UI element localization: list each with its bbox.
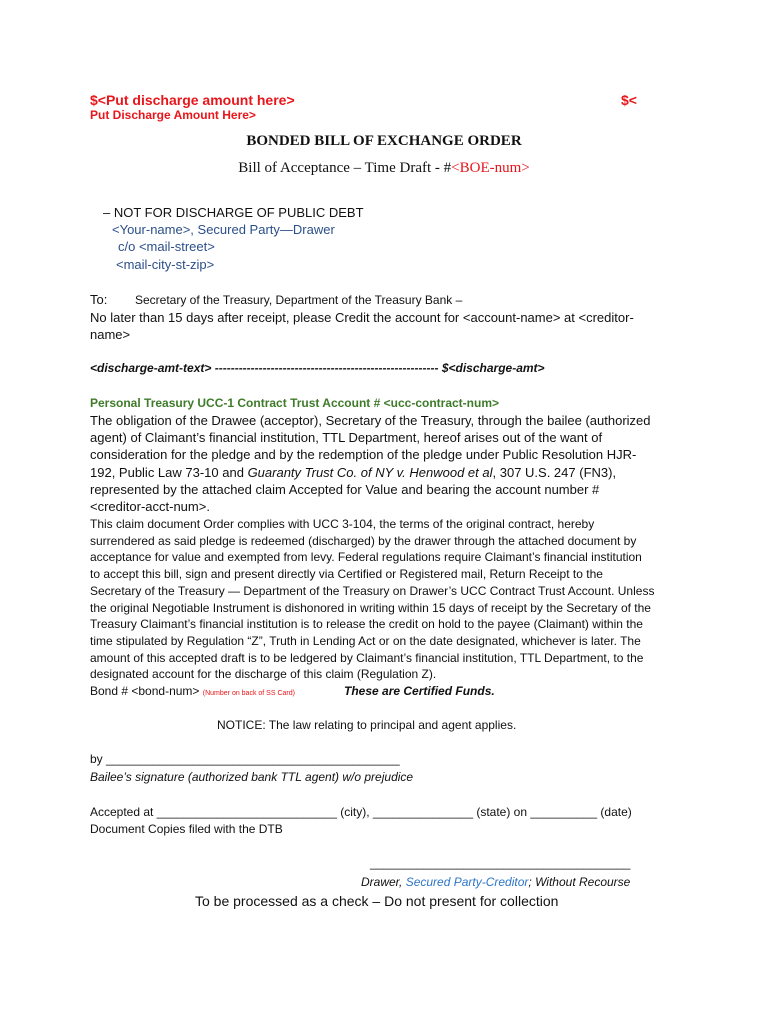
drawer-mail-city: <mail-city-st-zip> xyxy=(116,257,215,272)
bond-number-label: Bond # <bond-num> xyxy=(90,684,200,698)
claim-paragraph: This claim document Order complies with UCC 3-104, the terms of the original contract, hereby surrendered as said pledge is redeemed (discharged) by the drawer through the attached document by acceptance for value and exempted from levy. Federal regulations require Claimant’s financial institution to accept this bill, sign and present directly via Certified or Registered mail, Return Receipt to the Secretary of the Treasury — Department of the Treasury on Drawer’s UCC Contract Trust Account. Unless the original Negotiable Instrument is dishonored in writing within 15 days of receipt by the Secretary of the Treasury Claimant’s financial institution is to release the credit on hold to the payee (Claimant) within the time stipulated by Regulation “Z”, Truth in Lending Act or on the date designated, whichever is later. The amount of this accepted draft is to be ledgered by Claimant’s financial institution, TTL Department, to the designated account for the discharge of this claim (Regulation Z). xyxy=(90,517,655,682)
accepted-at-line[interactable]: Accepted at ___________________________ (city), _______________ (state) on __________ (date) xyxy=(90,805,632,819)
discharge-amount-line: <discharge-amt-text> -------------------------------------------------------- $<discharge-amt> xyxy=(90,361,545,375)
to-label: To: xyxy=(90,292,108,307)
obligation-text-1: The obligation of the Drawee (acceptor), Secretary of the Treasury, through the bailee (authorized agent) of Claimant’s financial institution, TTL Department, hereof arises out of the want of consideration for the pledge and by the redemption of the pledge under Public Resolution HJR-192, Public Law 73-10 and xyxy=(90,413,651,480)
drawer-signature-caption xyxy=(361,875,630,889)
discharge-amount-placeholder-right: $< xyxy=(621,92,637,108)
bailee-signature-line[interactable]: by ____________________________________________ xyxy=(90,752,400,766)
document-subtitle xyxy=(0,160,768,177)
drawer-mail-street: c/o <mail-street> xyxy=(118,239,215,254)
to-recipient: Secretary of the Treasury, Department of the Treasury Bank – xyxy=(135,293,463,307)
obligation-text-2: , 307 U.S. 247 (FN3), represented by the attached claim Accepted for Value and bearing the account number # <creditor-acct-num>. xyxy=(90,464,617,515)
agency-notice: NOTICE: The law relating to principal and agent applies. xyxy=(217,718,517,732)
credit-instruction-line-2: name> xyxy=(90,327,131,342)
obligation-paragraph xyxy=(90,412,655,515)
bailee-signature-caption: Bailee’s signature (authorized bank TTL agent) w/o prejudice xyxy=(90,770,414,784)
discharge-amount-second-line: Put Discharge Amount Here> xyxy=(90,108,256,122)
discharge-amount-placeholder: $<Put discharge amount here> xyxy=(90,92,295,108)
bond-number-note: (Number on back of SS Card) xyxy=(202,690,295,697)
bond-line xyxy=(90,684,295,698)
subtitle-prefix: Bill of Acceptance – Time Draft - # xyxy=(238,160,452,176)
processing-footer: To be processed as a check – Do not present for collection xyxy=(195,893,559,909)
drawer-caption-suffix: ; Without Recourse xyxy=(528,875,631,889)
drawer-caption-prefix: Drawer, xyxy=(361,875,406,889)
case-citation: Guaranty Trust Co. of NY v. Henwood et al xyxy=(247,464,493,480)
certified-funds: These are Certified Funds. xyxy=(344,684,495,698)
trust-account-heading: Personal Treasury UCC-1 Contract Trust Account # <ucc-contract-num> xyxy=(90,396,499,410)
boe-number-field: <BOE-num> xyxy=(451,160,530,176)
drawer-caption-party: Secured Party-Creditor xyxy=(405,875,529,889)
document-copies-filed: Document Copies filed with the DTB xyxy=(90,822,283,836)
drawer-name-line: <Your-name>, Secured Party—Drawer xyxy=(112,222,335,237)
document-title: BONDED BILL OF EXCHANGE ORDER xyxy=(246,133,522,149)
credit-instruction-line-1: No later than 15 days after receipt, please Credit the account for <account-name> at <creditor- xyxy=(90,310,634,325)
not-for-discharge-notice: – NOT FOR DISCHARGE OF PUBLIC DEBT xyxy=(103,205,364,220)
drawer-signature-line[interactable]: _______________________________________ xyxy=(370,856,631,870)
